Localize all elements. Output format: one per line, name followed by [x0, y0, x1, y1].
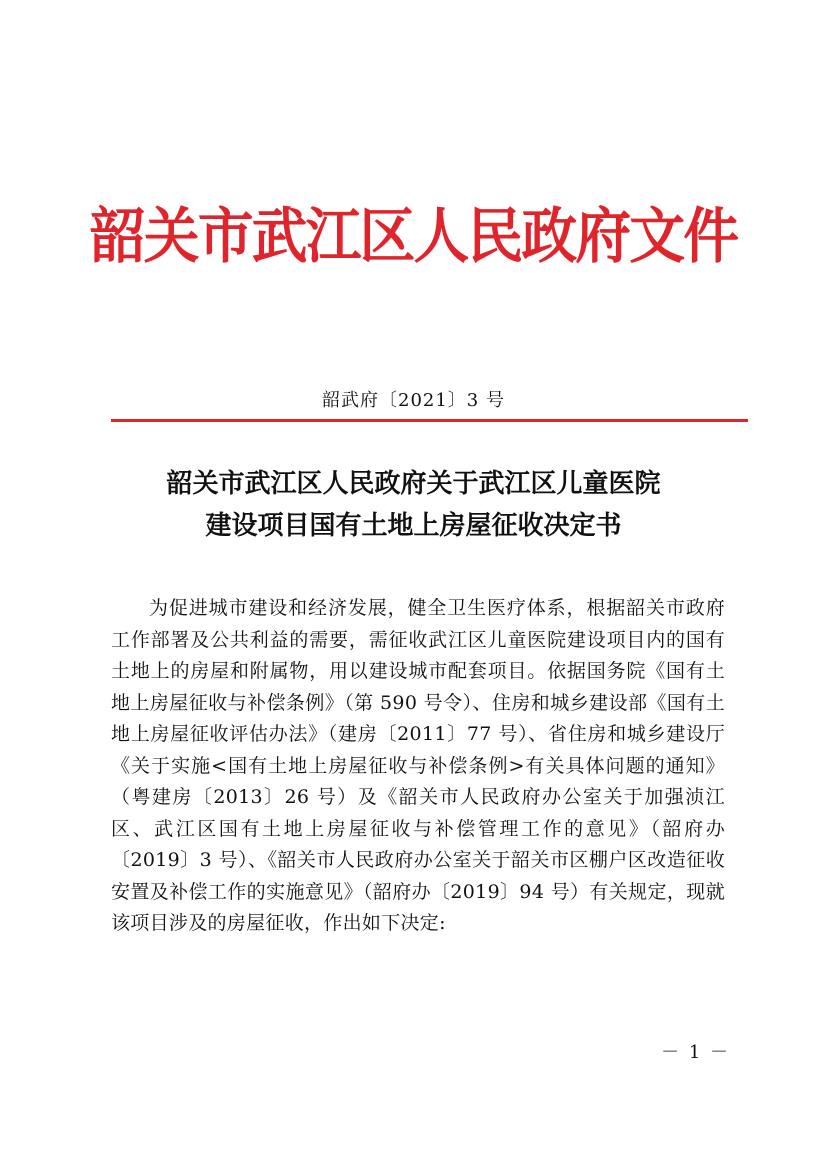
- body-paragraph: 为促进城市建设和经济发展，健全卫生医疗体系，根据韶关市政府工作部署及公共利益的需要，需征收武江区儿童医院建设项目内的国有土地上的房屋和附属物，用以建设城市配套项目。依据国务院《国有土地上房屋征收与补偿条例》（第 590 号令）、住房和城乡建设部《国有土地上房屋征收评估办法》（建房〔2011〕77 号）、省住房和城乡建设厅《关于实施<国有土地上房屋征收与补偿条例>有关具体问题的通知》（粤建房〔2013〕26 号）及《韶关市人民政府办公室关于加强浈江区、武江区国有土地上房屋征收与补偿管理工作的意见》（韶府办〔2019〕3 号）、《韶关市人民政府办公室关于韶关市区棚户区改造征收安置及补偿工作的实施意见》（韶府办〔2019〕94 号）有关规定，现就该项目涉及的房屋征收，作出如下决定:: [111, 597, 725, 934]
- document-title-line-2: 建设项目国有土地上房屋征收决定书: [205, 511, 622, 541]
- document-title-line-1: 韶关市武江区人民政府关于武江区儿童医院: [166, 469, 661, 499]
- page-number: － 1 －: [661, 1042, 730, 1063]
- document-title: [100, 463, 727, 547]
- document-number: 韶武府〔2021〕3 号: [322, 390, 505, 411]
- masthead-title: 韶关市武江区人民政府文件: [89, 202, 738, 272]
- red-divider-line: [111, 419, 748, 422]
